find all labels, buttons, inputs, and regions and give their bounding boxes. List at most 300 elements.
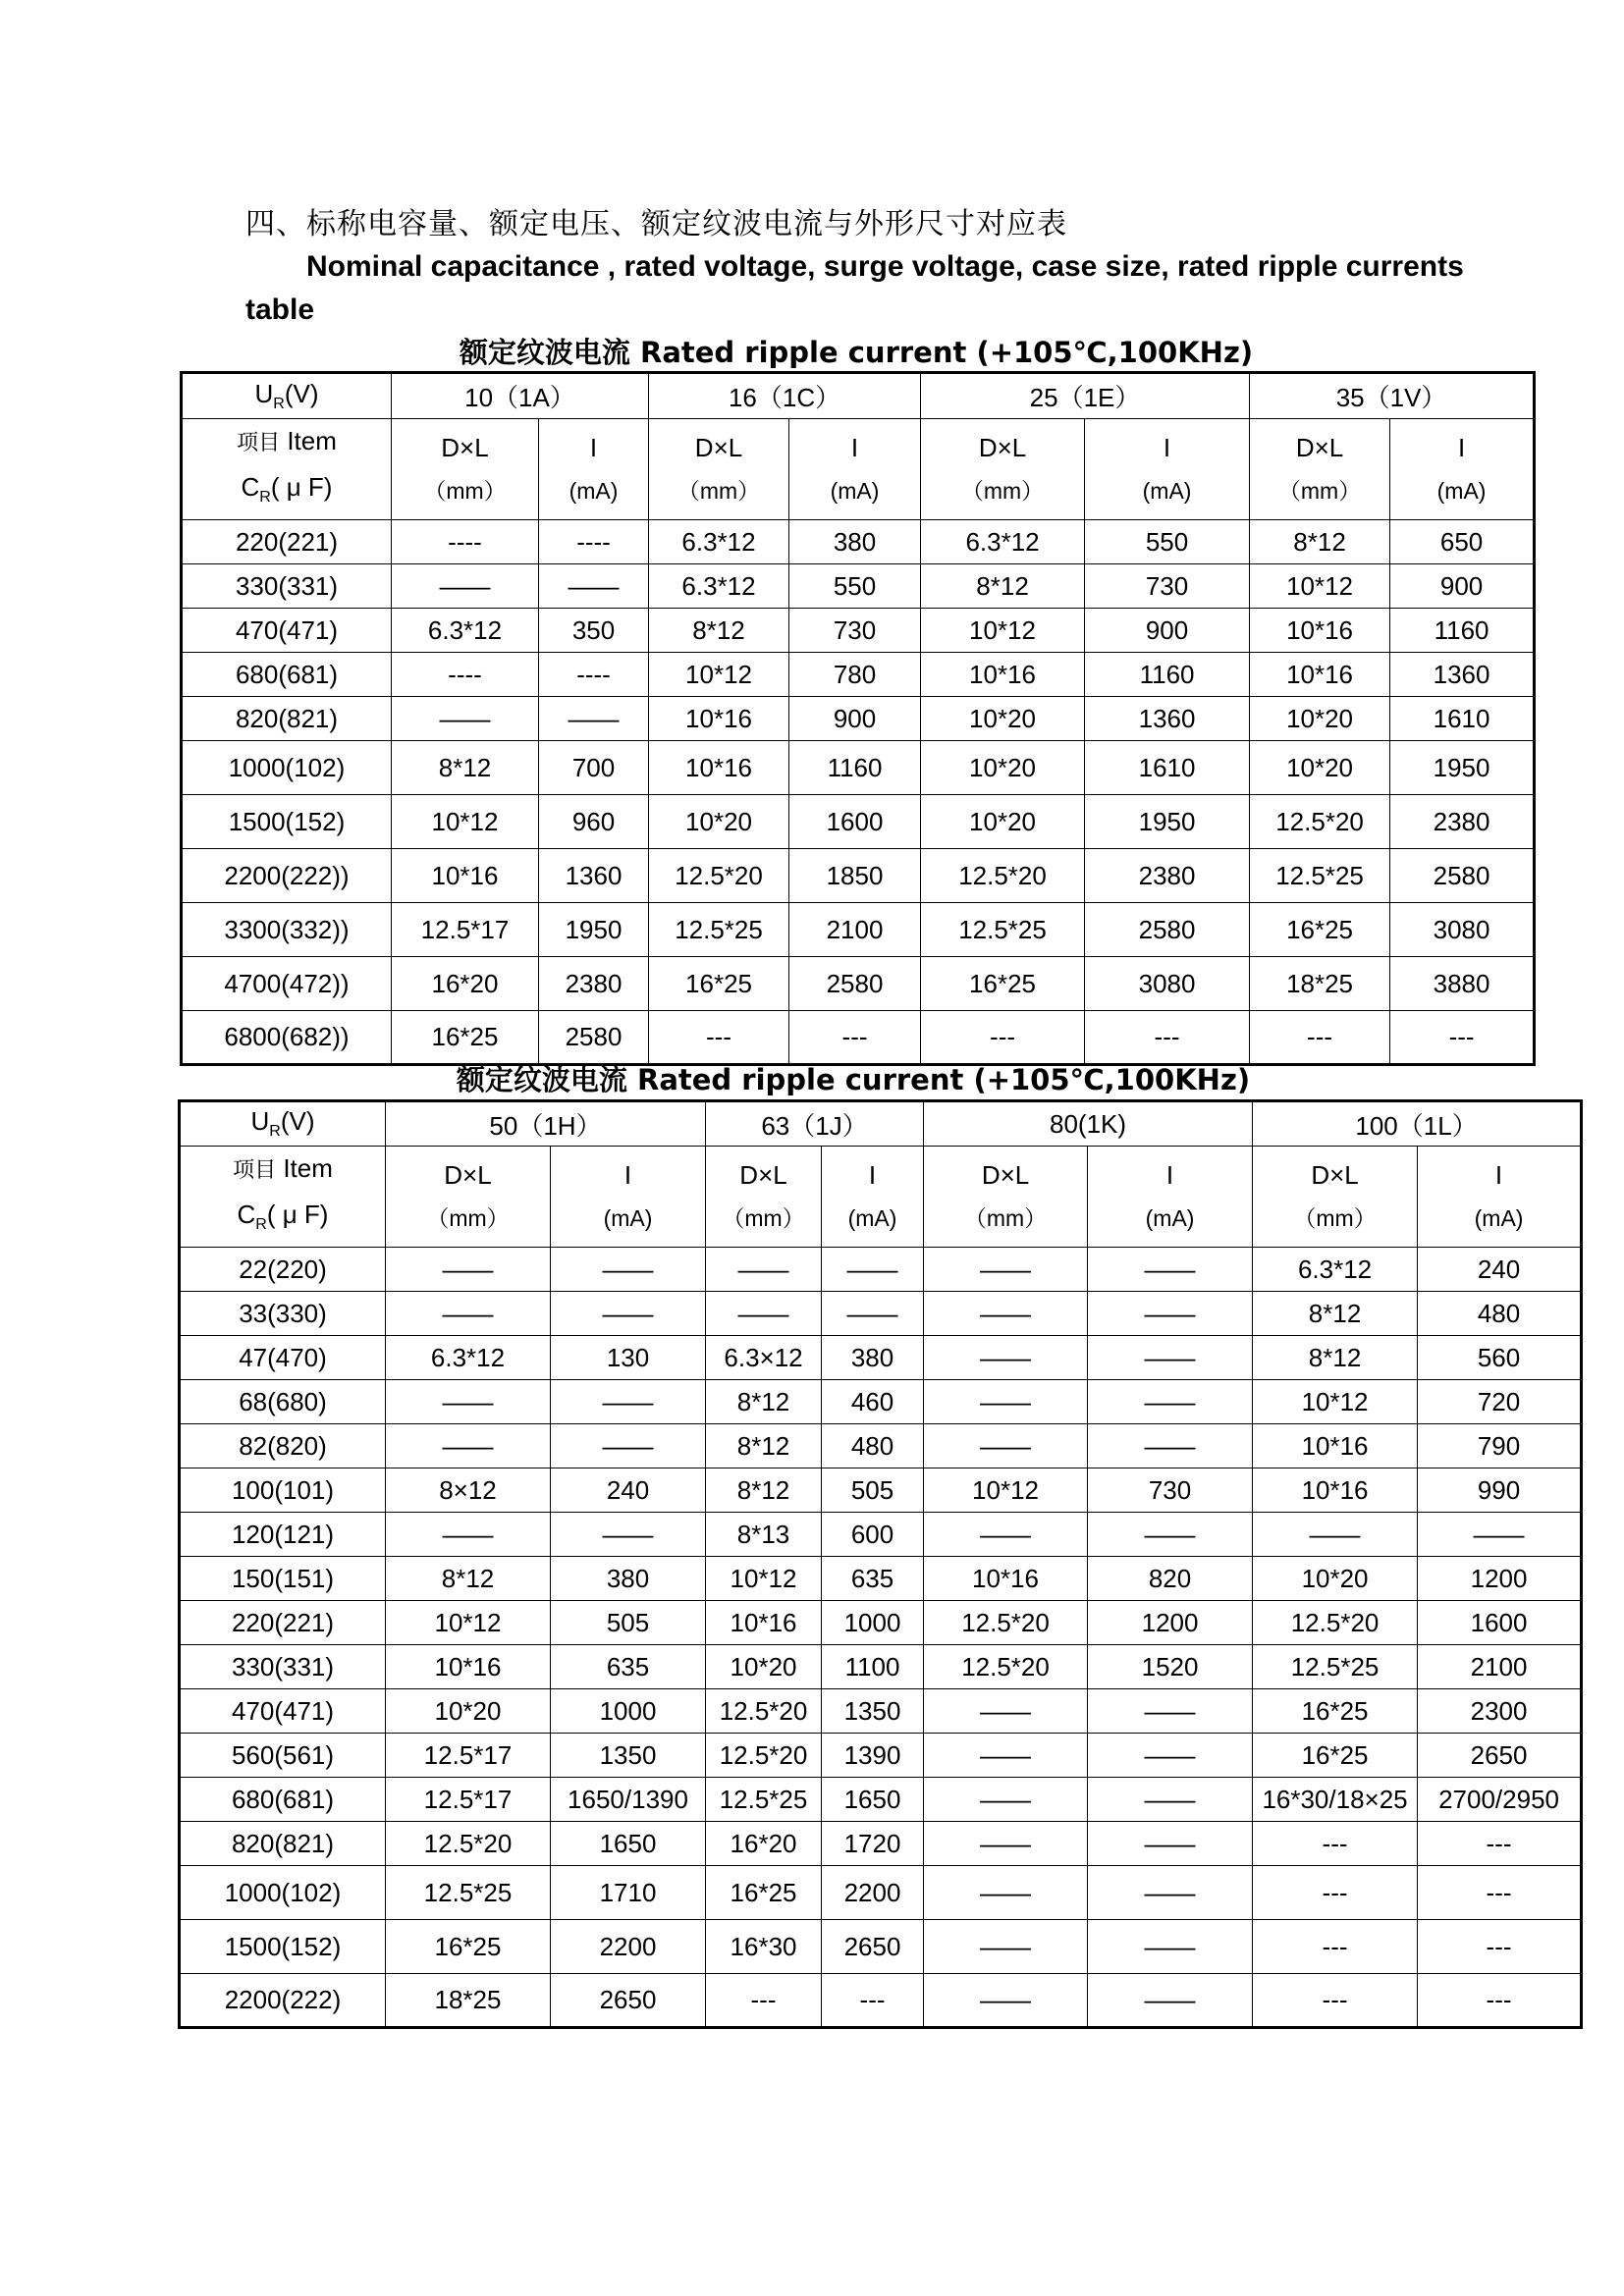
ripple-current-cell: 1360	[1085, 697, 1250, 741]
dl-unit: （mm）	[1293, 1205, 1377, 1232]
item-en: Item	[287, 426, 337, 455]
ripple-current-cell: ——	[551, 1424, 706, 1468]
ripple-current-cell: 1950	[539, 903, 649, 957]
size-cell: 6.3*12	[392, 609, 539, 653]
size-cell: 10*20	[386, 1689, 551, 1734]
ur-label: U	[250, 1106, 270, 1137]
ripple-current-cell: 1710	[551, 1866, 706, 1920]
heading-en-line2: table	[245, 294, 315, 326]
ripple-current-cell: 550	[789, 564, 921, 609]
ripple-current-cell: 1600	[1418, 1601, 1582, 1645]
ripple-current-cell: 2100	[1418, 1645, 1582, 1689]
table-row	[180, 1822, 1582, 1866]
table-row	[180, 1248, 1582, 1292]
ripple-current-cell: 900	[1085, 609, 1250, 653]
ripple-current-cell: ----	[539, 520, 649, 564]
capacitance-cell: 1000(102)	[180, 1866, 386, 1920]
size-cell: 10*12	[1250, 564, 1390, 609]
size-cell: 12.5*20	[924, 1601, 1088, 1645]
ripple-current-cell: ——	[1088, 1689, 1253, 1734]
capacitance-cell: 68(680)	[180, 1380, 386, 1424]
ripple-current-cell: 505	[822, 1468, 924, 1513]
dl-label: D×L	[981, 1160, 1030, 1191]
current-label: I	[1165, 1160, 1174, 1191]
table-row	[180, 1424, 1582, 1468]
size-cell: 12.5*17	[392, 903, 539, 957]
size-cell: ——	[924, 1380, 1088, 1424]
ripple-current-cell: ——	[1088, 1974, 1253, 2028]
table-row	[182, 564, 1535, 609]
ripple-current-cell: 1610	[1085, 741, 1250, 795]
size-cell: 10*12	[924, 1468, 1088, 1513]
table-row	[180, 1645, 1582, 1689]
current-unit: (mA)	[1145, 1205, 1195, 1232]
size-cell: 8×12	[386, 1468, 551, 1513]
item-cr-header	[180, 1147, 386, 1248]
cr-letter: C	[241, 472, 260, 502]
table-row	[182, 697, 1535, 741]
ripple-current-cell: 2650	[822, 1920, 924, 1974]
ripple-current-cell: 1000	[822, 1601, 924, 1645]
size-cell: ---	[921, 1011, 1085, 1065]
ripple-current-cell: ——	[551, 1292, 706, 1336]
ripple-current-cell: 2100	[789, 903, 921, 957]
dl-unit: （mm）	[722, 1205, 805, 1232]
size-cell: ---	[1253, 1822, 1418, 1866]
ripple-current-cell: 2380	[1085, 849, 1250, 903]
ripple-current-cell: 1650	[822, 1778, 924, 1822]
table-row	[180, 1974, 1582, 2028]
size-cell: 12.5*20	[706, 1689, 822, 1734]
item-cn: 项目	[237, 431, 281, 455]
ripple-current-cell: ---	[1390, 1011, 1535, 1065]
size-cell: 10*20	[1250, 697, 1390, 741]
size-cell: 10*20	[649, 795, 789, 849]
dl-header	[649, 419, 789, 520]
ripple-current-cell: ——	[539, 697, 649, 741]
current-unit: (mA)	[1436, 478, 1487, 505]
ripple-current-cell: ---	[789, 1011, 921, 1065]
current-header	[822, 1147, 924, 1248]
dl-header	[921, 419, 1085, 520]
ripple-current-cell: 1650/1390	[551, 1778, 706, 1822]
size-cell: 6.3*12	[921, 520, 1085, 564]
table1-title: 额定纹波电流 Rated ripple current (+105℃,100KHz)	[459, 336, 1254, 369]
table-row	[182, 520, 1535, 564]
item-cn: 项目	[233, 1158, 277, 1183]
size-cell: 8*12	[706, 1424, 822, 1468]
ripple-current-cell: ----	[539, 653, 649, 697]
capacitance-cell: 820(821)	[182, 697, 392, 741]
capacitance-cell: 680(681)	[180, 1778, 386, 1822]
ripple-current-cell: ——	[1088, 1778, 1253, 1822]
size-cell: ——	[386, 1513, 551, 1557]
table-row	[182, 957, 1535, 1011]
size-cell: ——	[392, 697, 539, 741]
table-row	[182, 609, 1535, 653]
size-cell: 10*16	[1253, 1424, 1418, 1468]
current-label: I	[623, 1160, 632, 1191]
ripple-current-cell: 1650	[551, 1822, 706, 1866]
voltage-header-3: 100（1L）	[1253, 1101, 1582, 1147]
table-row	[180, 1689, 1582, 1734]
table-row	[182, 849, 1535, 903]
capacitance-cell: 82(820)	[180, 1424, 386, 1468]
size-cell: 10*20	[1250, 741, 1390, 795]
size-cell: ----	[392, 520, 539, 564]
ripple-current-cell: 1000	[551, 1689, 706, 1734]
current-label: I	[1457, 433, 1466, 463]
current-header	[1418, 1147, 1582, 1248]
table-row	[182, 795, 1535, 849]
ripple-current-cell: 2650	[1418, 1734, 1582, 1778]
size-cell: 8*12	[392, 741, 539, 795]
size-cell: 18*25	[1250, 957, 1390, 1011]
capacitance-cell: 560(561)	[180, 1734, 386, 1778]
capacitance-cell: 470(471)	[182, 609, 392, 653]
ripple-current-cell: 600	[822, 1513, 924, 1557]
ripple-current-cell: 730	[1085, 564, 1250, 609]
ripple-current-cell: 380	[789, 520, 921, 564]
ripple-current-cell: 240	[1418, 1248, 1582, 1292]
voltage-header-1: 16（1C）	[649, 373, 921, 419]
size-cell: 10*16	[649, 697, 789, 741]
ripple-current-cell: ——	[822, 1292, 924, 1336]
dl-header	[1253, 1147, 1418, 1248]
voltage-header-row	[182, 373, 1535, 419]
current-label: I	[850, 433, 859, 463]
current-header	[1088, 1147, 1253, 1248]
capacitance-cell: 3300(332))	[182, 903, 392, 957]
size-cell: 10*12	[386, 1601, 551, 1645]
ripple-current-cell: 1100	[822, 1645, 924, 1689]
size-cell: ——	[924, 1513, 1088, 1557]
size-cell: 12.5*20	[649, 849, 789, 903]
dl-unit: （mm）	[1277, 478, 1362, 505]
size-cell: 12.5*20	[706, 1734, 822, 1778]
current-header	[539, 419, 649, 520]
ripple-current-cell: ---	[1085, 1011, 1250, 1065]
ripple-current-cell: 1520	[1088, 1645, 1253, 1689]
dl-header	[924, 1147, 1088, 1248]
ripple-current-cell: 1360	[539, 849, 649, 903]
size-cell: ---	[1253, 1866, 1418, 1920]
size-cell: 10*16	[392, 849, 539, 903]
dl-header	[706, 1147, 822, 1248]
current-label: I	[1163, 433, 1171, 463]
ripple-current-cell: 480	[1418, 1292, 1582, 1336]
current-label: I	[1494, 1160, 1503, 1191]
cr-label	[183, 465, 391, 519]
ripple-current-cell: 2380	[1390, 795, 1535, 849]
table-row	[180, 1292, 1582, 1336]
size-cell: ——	[392, 564, 539, 609]
column-header-row	[180, 1147, 1582, 1248]
ripple-current-cell: 350	[539, 609, 649, 653]
table-row	[182, 653, 1535, 697]
size-cell: 12.5*25	[1253, 1645, 1418, 1689]
ripple-current-cell: ——	[1088, 1380, 1253, 1424]
ripple-current-cell: 820	[1088, 1557, 1253, 1601]
size-cell: ——	[924, 1248, 1088, 1292]
ripple-current-cell: ---	[822, 1974, 924, 2028]
capacitance-cell: 1500(152)	[182, 795, 392, 849]
ripple-current-cell: 560	[1418, 1336, 1582, 1380]
capacitance-cell: 6800(682))	[182, 1011, 392, 1065]
size-cell: ——	[924, 1778, 1088, 1822]
table2-title: 额定纹波电流 Rated ripple current (+105℃,100KHz)	[456, 1063, 1251, 1096]
size-cell: 6.3*12	[649, 564, 789, 609]
ripple-current-cell: ——	[551, 1513, 706, 1557]
ripple-current-cell: ——	[539, 564, 649, 609]
ripple-current-cell: 2580	[1390, 849, 1535, 903]
capacitance-cell: 47(470)	[180, 1336, 386, 1380]
size-cell: ——	[924, 1336, 1088, 1380]
dl-label: D×L	[694, 433, 743, 463]
table-row	[180, 1866, 1582, 1920]
ripple-current-cell: ——	[1088, 1248, 1253, 1292]
size-cell: 18*25	[386, 1974, 551, 2028]
size-cell: 10*16	[921, 653, 1085, 697]
section-heading-cn: 四、标称电容量、额定电压、额定纹波电流与外形尺寸对应表	[245, 207, 1067, 241]
item-en: Item	[283, 1153, 333, 1183]
ripple-current-cell: 720	[1418, 1380, 1582, 1424]
size-cell: 16*25	[921, 957, 1085, 1011]
voltage-header-0: 50（1H）	[386, 1101, 706, 1147]
size-cell: ——	[386, 1248, 551, 1292]
cr-letter: C	[237, 1200, 256, 1229]
voltage-header-2: 25（1E）	[921, 373, 1250, 419]
size-cell: 8*12	[706, 1380, 822, 1424]
ripple-current-cell: 1160	[1085, 653, 1250, 697]
size-cell: ----	[392, 653, 539, 697]
ripple-table-2	[178, 1099, 1583, 2029]
table-row	[180, 1601, 1582, 1645]
ripple-current-cell: 990	[1418, 1468, 1582, 1513]
capacitance-cell: 220(221)	[182, 520, 392, 564]
size-cell: 8*12	[1253, 1336, 1418, 1380]
voltage-header-3: 35（1V）	[1250, 373, 1535, 419]
capacitance-cell: 470(471)	[180, 1689, 386, 1734]
ripple-current-cell: 1350	[822, 1689, 924, 1734]
size-cell: 12.5*25	[649, 903, 789, 957]
ripple-current-cell: 2300	[1418, 1689, 1582, 1734]
capacitance-cell: 1000(102)	[182, 741, 392, 795]
size-cell: ——	[1253, 1513, 1418, 1557]
capacitance-cell: 33(330)	[180, 1292, 386, 1336]
cr-label	[181, 1193, 385, 1247]
voltage-header-row	[180, 1101, 1582, 1147]
ripple-current-cell: 480	[822, 1424, 924, 1468]
size-cell: 10*16	[1253, 1468, 1418, 1513]
dl-label: D×L	[1295, 433, 1344, 463]
voltage-header-1: 63（1J）	[706, 1101, 924, 1147]
dl-header	[392, 419, 539, 520]
ur-subscript: R	[273, 396, 285, 413]
capacitance-cell: 22(220)	[180, 1248, 386, 1292]
size-cell: ——	[924, 1974, 1088, 2028]
size-cell: ---	[1253, 1920, 1418, 1974]
ripple-current-cell: 505	[551, 1601, 706, 1645]
table-row	[180, 1778, 1582, 1822]
ripple-current-cell: 1610	[1390, 697, 1535, 741]
table-row	[180, 1734, 1582, 1778]
dl-header	[1250, 419, 1390, 520]
size-cell: 16*20	[706, 1822, 822, 1866]
ripple-current-cell: 130	[551, 1336, 706, 1380]
size-cell: 10*16	[386, 1645, 551, 1689]
ripple-current-cell: ——	[1088, 1513, 1253, 1557]
size-cell: 8*12	[1250, 520, 1390, 564]
table-row	[180, 1336, 1582, 1380]
ripple-current-cell: 1600	[789, 795, 921, 849]
ripple-current-cell: 2580	[1085, 903, 1250, 957]
capacitance-cell: 100(101)	[180, 1468, 386, 1513]
voltage-header-0: 10（1A）	[392, 373, 649, 419]
ripple-current-cell: 2580	[539, 1011, 649, 1065]
size-cell: 10*16	[1250, 653, 1390, 697]
capacitance-cell: 220(221)	[180, 1601, 386, 1645]
size-cell: ---	[1250, 1011, 1390, 1065]
ripple-current-cell: 1850	[789, 849, 921, 903]
size-cell: 16*25	[386, 1920, 551, 1974]
current-unit: (mA)	[1142, 478, 1192, 505]
heading-en-line1: Nominal capacitance , rated voltage, surge voltage, case size, rated ripple currents	[306, 250, 1464, 283]
current-header	[1085, 419, 1250, 520]
size-cell: 12.5*25	[706, 1778, 822, 1822]
ripple-current-cell: 2200	[551, 1920, 706, 1974]
table-row	[180, 1920, 1582, 1974]
ur-unit: (V)	[280, 1106, 315, 1137]
dl-label: D×L	[1311, 1160, 1359, 1191]
ripple-current-cell: ——	[551, 1380, 706, 1424]
voltage-header-2: 80(1K)	[924, 1101, 1253, 1147]
current-unit: (mA)	[830, 478, 880, 505]
ripple-current-cell: 1200	[1088, 1601, 1253, 1645]
ripple-current-cell: 790	[1418, 1424, 1582, 1468]
size-cell: ---	[706, 1974, 822, 2028]
ripple-current-cell: ---	[1418, 1974, 1582, 2028]
ripple-current-cell: ——	[1088, 1920, 1253, 1974]
size-cell: 12.5*20	[1250, 795, 1390, 849]
ripple-current-cell: 730	[789, 609, 921, 653]
size-cell: 10*16	[924, 1557, 1088, 1601]
size-cell: 6.3*12	[649, 520, 789, 564]
ripple-current-cell: 380	[551, 1557, 706, 1601]
current-unit: (mA)	[603, 1205, 653, 1232]
current-header	[551, 1147, 706, 1248]
ripple-current-cell: 1390	[822, 1734, 924, 1778]
size-cell: 10*20	[921, 697, 1085, 741]
ripple-current-cell: 1950	[1085, 795, 1250, 849]
size-cell: 10*12	[706, 1557, 822, 1601]
size-cell: 10*12	[921, 609, 1085, 653]
section-heading-en	[245, 245, 1512, 332]
size-cell: 10*12	[392, 795, 539, 849]
ripple-current-cell: 1720	[822, 1822, 924, 1866]
size-cell: ——	[924, 1734, 1088, 1778]
size-cell: 8*13	[706, 1513, 822, 1557]
cr-subscript: R	[255, 1216, 267, 1234]
ripple-table-1	[180, 371, 1536, 1066]
size-cell: ——	[924, 1866, 1088, 1920]
ripple-current-cell: 900	[1390, 564, 1535, 609]
current-header	[789, 419, 921, 520]
size-cell: 8*12	[386, 1557, 551, 1601]
ripple-current-cell: 780	[789, 653, 921, 697]
size-cell: 12.5*17	[386, 1778, 551, 1822]
current-label: I	[589, 433, 598, 463]
ur-label: U	[254, 378, 274, 408]
size-cell: ——	[386, 1292, 551, 1336]
ripple-current-cell: 3080	[1390, 903, 1535, 957]
size-cell: 12.5*20	[924, 1645, 1088, 1689]
size-cell: 12.5*25	[386, 1866, 551, 1920]
size-cell: 10*16	[1250, 609, 1390, 653]
cr-subscript: R	[259, 489, 271, 507]
size-cell: ——	[924, 1292, 1088, 1336]
current-unit: (mA)	[1474, 1205, 1524, 1232]
ripple-current-cell: ——	[1088, 1424, 1253, 1468]
size-cell: 8*12	[921, 564, 1085, 609]
ur-subscript: R	[269, 1123, 281, 1141]
size-cell: 12.5*17	[386, 1734, 551, 1778]
capacitance-cell: 1500(152)	[180, 1920, 386, 1974]
dl-unit: （mm）	[677, 478, 761, 505]
cr-unit: ( μ F)	[266, 1200, 329, 1229]
size-cell: ——	[706, 1292, 822, 1336]
ripple-current-cell: 1160	[789, 741, 921, 795]
dl-unit: （mm）	[423, 478, 507, 505]
size-cell: 16*30	[706, 1920, 822, 1974]
size-cell: ---	[1253, 1974, 1418, 2028]
ripple-current-cell: 1350	[551, 1734, 706, 1778]
ripple-current-cell: ---	[1418, 1920, 1582, 1974]
capacitance-cell: 120(121)	[180, 1513, 386, 1557]
ripple-current-cell: ——	[1088, 1822, 1253, 1866]
item-cr-header	[182, 419, 392, 520]
ripple-current-cell: 700	[539, 741, 649, 795]
size-cell: 10*20	[921, 795, 1085, 849]
size-cell: 6.3×12	[706, 1336, 822, 1380]
size-cell: ——	[706, 1248, 822, 1292]
ripple-current-cell: 2700/2950	[1418, 1778, 1582, 1822]
size-cell: 6.3*12	[1253, 1248, 1418, 1292]
ripple-current-cell: ——	[1088, 1336, 1253, 1380]
dl-unit: （mm）	[426, 1205, 510, 1232]
ripple-current-cell: 2580	[789, 957, 921, 1011]
size-cell: 10*20	[921, 741, 1085, 795]
size-cell: 16*25	[706, 1866, 822, 1920]
size-cell: 8*12	[706, 1468, 822, 1513]
ripple-current-cell: 1200	[1418, 1557, 1582, 1601]
dl-label: D×L	[444, 1160, 492, 1191]
size-cell: ——	[924, 1424, 1088, 1468]
size-cell: ——	[924, 1920, 1088, 1974]
size-cell: 8*12	[1253, 1292, 1418, 1336]
ripple-current-cell: ——	[1418, 1513, 1582, 1557]
dl-unit: （mm）	[963, 1205, 1048, 1232]
capacitance-cell: 680(681)	[182, 653, 392, 697]
ripple-current-cell: 650	[1390, 520, 1535, 564]
cr-unit: ( μ F)	[270, 472, 333, 502]
ripple-current-cell: 635	[551, 1645, 706, 1689]
ripple-current-cell: 900	[789, 697, 921, 741]
column-header-row	[182, 419, 1535, 520]
size-cell: 16*25	[1250, 903, 1390, 957]
size-cell: 10*16	[649, 741, 789, 795]
ripple-current-cell: ——	[822, 1248, 924, 1292]
